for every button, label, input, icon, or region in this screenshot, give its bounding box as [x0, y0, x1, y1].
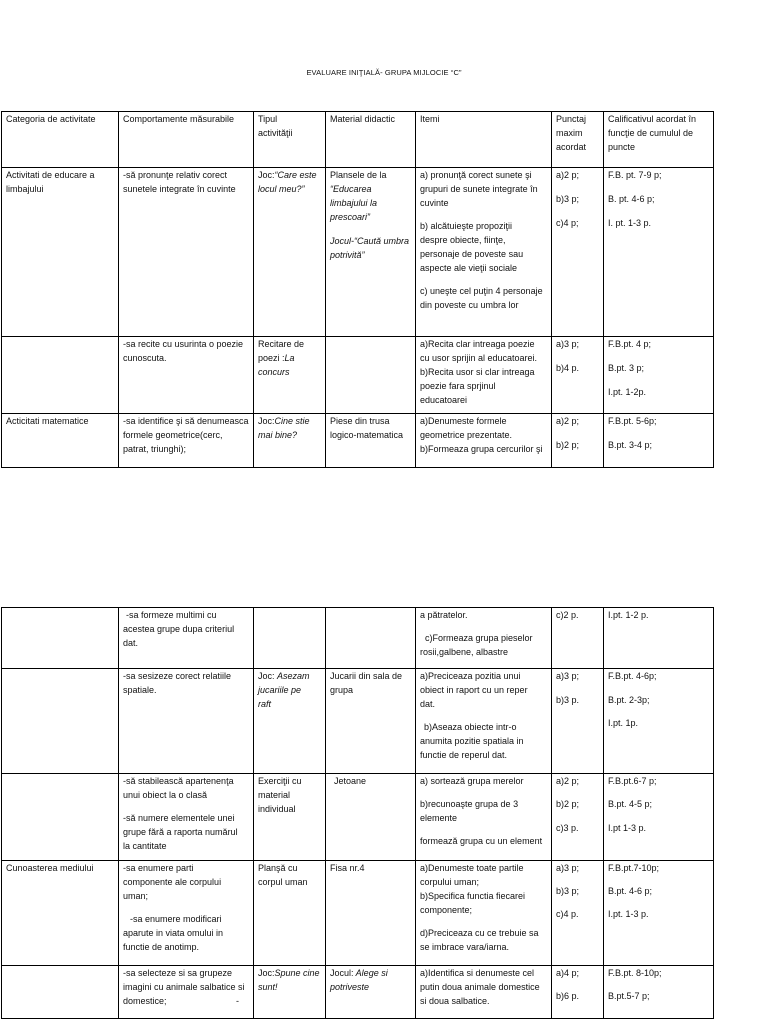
material-label: Fisa nr.4	[330, 863, 365, 873]
grade-text: F.B. pt. 7-9 p;	[608, 170, 662, 180]
activity-cell	[254, 168, 326, 337]
material-cell	[326, 774, 416, 861]
activity-cell	[254, 861, 326, 966]
category-cell	[2, 861, 119, 966]
behavior-cell	[119, 966, 254, 1019]
activity-title: “Care este locul meu?”	[258, 170, 317, 194]
behavior-cell	[119, 861, 254, 966]
category-cell	[2, 966, 119, 1019]
category-cell	[2, 669, 119, 774]
activity-label: Exerciţii cu material individual	[258, 776, 302, 814]
table-row	[2, 774, 714, 861]
item-text: a pătratelor.	[420, 610, 468, 620]
item-text: b)Aseaza obiecte intr-o anumita pozitie spatiala in functie de reperul dat.	[420, 722, 524, 760]
score-text: c)4 p.	[556, 909, 579, 919]
material-label: Jucarii din sala de grupa	[330, 671, 403, 695]
table-row	[2, 337, 714, 414]
score-text: c)4 p;	[556, 218, 579, 228]
item-text: a)Denumeste formele geometrice prezentate.	[420, 416, 513, 440]
behavior-cell	[119, 774, 254, 861]
score-text: b)3 p.	[556, 695, 580, 705]
grade-text: I.pt 1-3 p.	[608, 823, 647, 833]
material-game: Jocul-“Caută umbra potrivită”	[330, 236, 410, 260]
behavior-cell	[119, 337, 254, 414]
grade-cell	[604, 861, 714, 966]
score-cell	[552, 669, 604, 774]
behavior-text: -sa enumere modificari aparute in viata omului in functie de anotimp.	[123, 914, 224, 952]
activity-title: Cine stie mai bine?	[258, 416, 310, 440]
score-cell	[552, 608, 604, 669]
items-cell	[416, 337, 552, 414]
grade-cell	[604, 608, 714, 669]
activity-label: Recitare de poezi :	[258, 339, 305, 363]
behavior-cell	[119, 414, 254, 468]
grade-text: I.pt. 1p.	[608, 718, 639, 728]
score-text: a)3 p;	[556, 339, 580, 349]
score-cell	[552, 774, 604, 861]
material-label: Jocul:	[330, 968, 354, 978]
item-text: b) alcătuieşte propoziţii despre obiecte, fiinţe, personaje de poveste sau aspecte ale vieţii sociale	[420, 221, 524, 273]
header-activity	[254, 112, 326, 168]
category-label: Cunoasterea mediului	[6, 863, 94, 873]
grade-cell	[604, 966, 714, 1019]
score-cell	[552, 966, 604, 1019]
score-text: a)2 p;	[556, 416, 580, 426]
score-text: a)2 p;	[556, 776, 580, 786]
item-text: c) uneşte cel puţin 4 personaje din poveste cu umbra lor	[420, 286, 543, 310]
header-grade	[604, 112, 714, 168]
item-text: a)Denumeste toate partile corpului uman;	[420, 863, 524, 887]
activity-cell	[254, 669, 326, 774]
grade-text: B.pt. 4-5 p;	[608, 799, 653, 809]
behavior-text: -sa enumere parti componente ale corpului uman;	[123, 863, 222, 901]
category-cell	[2, 608, 119, 669]
header-score-label: Punctaj maxim acordat	[556, 114, 587, 152]
header-items	[416, 112, 552, 168]
item-text: d)Preciceaza cu ce trebuie sa se imbrace vara/iarna.	[420, 928, 539, 952]
grade-text: B.pt. 3-4 p;	[608, 440, 653, 450]
header-category	[2, 112, 119, 168]
score-text: a)2 p;	[556, 170, 580, 180]
activity-cell	[254, 608, 326, 669]
score-text: b)4 p.	[556, 363, 580, 373]
material-cell	[326, 669, 416, 774]
score-text: a)3 p;	[556, 863, 580, 873]
grade-text: B. pt. 4-6 p;	[608, 194, 655, 204]
behavior-text: -sa identifice şi să denumeasca formele geometrice(cerc, patrat, triunghi);	[123, 416, 249, 454]
grade-text: B.pt. 4-6 p;	[608, 886, 653, 896]
grade-text: F.B.pt. 4 p;	[608, 339, 652, 349]
category-cell	[2, 414, 119, 468]
activity-title: Spune cine sunt!	[258, 968, 320, 992]
grade-text: B.pt. 2-3p;	[608, 695, 650, 705]
activity-cell	[254, 966, 326, 1019]
document-title: EVALUARE INIŢIALĂ- GRUPA MIJLOCIE “C”	[306, 68, 462, 77]
grade-cell	[604, 774, 714, 861]
header-row	[2, 112, 714, 168]
activity-label: Joc:	[258, 416, 275, 426]
activity-cell	[254, 774, 326, 861]
material-title: “Educarea limbajului la prescoari”	[330, 184, 378, 222]
score-text: c)2 p.	[556, 610, 579, 620]
items-cell	[416, 608, 552, 669]
evaluation-table-part-1	[1, 111, 714, 468]
score-text: b)2 p;	[556, 799, 580, 809]
material-label: Plansele de la	[330, 170, 387, 180]
score-text: a)4 p;	[556, 968, 580, 978]
items-cell	[416, 414, 552, 468]
behavior-cell	[119, 669, 254, 774]
header-score	[552, 112, 604, 168]
header-behaviors	[119, 112, 254, 168]
score-cell	[552, 168, 604, 337]
score-text: a)3 p;	[556, 671, 580, 681]
material-cell	[326, 414, 416, 468]
activity-label: Joc:	[258, 968, 275, 978]
behavior-text: -sa selecteze si sa grupeze imagini cu animale salbatice si domestice;	[123, 968, 245, 1006]
item-text: formează grupa cu un element	[420, 836, 543, 846]
item-text: a) pronunţă corect sunete şi grupuri de sunete integrate în cuvinte	[420, 170, 538, 208]
behavior-cell	[119, 168, 254, 337]
grade-cell	[604, 669, 714, 774]
header-activity-label: Tipul activităţii	[258, 114, 293, 138]
items-cell	[416, 168, 552, 337]
activity-cell	[254, 414, 326, 468]
behavior-cell	[119, 608, 254, 669]
score-text: b)2 p;	[556, 440, 580, 450]
activity-label: Joc:	[258, 671, 278, 681]
item-text: b)Recita usor si clar intreaga poezie fara sprjinul educatoarei	[420, 367, 535, 405]
item-text: a)Recita clar intreaga poezie cu usor sprijin al educatoarei.	[420, 339, 538, 363]
score-text: b)3 p;	[556, 886, 580, 896]
table-row	[2, 414, 714, 468]
score-cell	[552, 337, 604, 414]
material-cell	[326, 168, 416, 337]
grade-text: B.pt.5-7 p;	[608, 991, 650, 1001]
activity-title: La concurs	[258, 353, 295, 377]
grade-text: I.pt. 1-2 p.	[608, 610, 649, 620]
score-cell	[552, 861, 604, 966]
behavior-text: -sa recite cu usurinta o poezie cunoscuta.	[123, 339, 244, 363]
header-items-label: Itemi	[420, 114, 440, 124]
score-text: b)3 p;	[556, 194, 580, 204]
grade-text: I.pt. 1-3 p.	[608, 909, 649, 919]
material-cell	[326, 861, 416, 966]
grade-text: I.pt. 1-2p.	[608, 387, 647, 397]
grade-cell	[604, 168, 714, 337]
category-cell	[2, 774, 119, 861]
header-grade-label: Calificativul acordat în funcţie de cumulul de puncte	[608, 114, 697, 152]
material-cell	[326, 337, 416, 414]
grade-text: F.B.pt.7-10p;	[608, 863, 660, 873]
category-cell	[2, 168, 119, 337]
behavior-text: -sa sesizeze corect relatiile spatiale.	[123, 671, 232, 695]
item-text: b)Formeaza grupa cercurilor şi	[420, 444, 543, 454]
material-title: Alege si potriveste	[330, 968, 388, 992]
evaluation-table-part-2	[1, 607, 714, 1019]
table-row	[2, 861, 714, 966]
activity-label: Planşă cu corpul uman	[258, 863, 308, 887]
material-label: Piese din trusa logico-matematica	[330, 416, 404, 440]
material-label: Jetoane	[334, 776, 367, 786]
header-material-label: Material didactic	[330, 114, 396, 124]
activity-cell	[254, 337, 326, 414]
item-text: a) sortează grupa merelor	[420, 776, 524, 786]
table-row	[2, 168, 714, 337]
table-row	[2, 966, 714, 1019]
item-text: b)Specifica functia fiecarei componente;	[420, 891, 526, 915]
grade-text: F.B.pt. 5-6p;	[608, 416, 657, 426]
header-behaviors-label: Comportamente măsurabile	[123, 114, 235, 124]
behavior-text: -sa formeze multimi cu acestea grupe dupa criteriul dat.	[123, 610, 235, 648]
grade-text: B.pt. 3 p;	[608, 363, 645, 373]
items-cell	[416, 966, 552, 1019]
category-label: Activitati de educare a limbajului	[6, 170, 95, 194]
activity-label: Joc:	[258, 170, 275, 180]
activity-title: Asezam jucariile pe raft	[258, 671, 310, 709]
grade-text: F.B.pt.6-7 p;	[608, 776, 657, 786]
category-cell	[2, 337, 119, 414]
items-cell	[416, 861, 552, 966]
score-text: c)3 p.	[556, 823, 579, 833]
items-cell	[416, 669, 552, 774]
grade-text: I. pt. 1-3 p.	[608, 218, 652, 228]
item-text: a)Identifica si denumeste cel putin doua animale domestice si doua salbatice.	[420, 968, 540, 1006]
header-material	[326, 112, 416, 168]
behavior-text: -să stabilească apartenenţa unui obiect la o clasă	[123, 776, 234, 800]
items-cell	[416, 774, 552, 861]
material-cell	[326, 608, 416, 669]
category-label: Acticitati matematice	[6, 416, 89, 426]
score-text: b)6 p.	[556, 991, 580, 1001]
behavior-text: -să numere elementele unei grupe fără a raporta numărul la cantitate	[123, 813, 238, 851]
table-row	[2, 608, 714, 669]
header-category-label: Categoria de activitate	[6, 114, 96, 124]
score-cell	[552, 414, 604, 468]
trailing-dash: -	[236, 996, 239, 1006]
grade-cell	[604, 337, 714, 414]
item-text: c)Formeaza grupa pieselor rosii,galbene, albastre	[420, 633, 533, 657]
material-cell	[326, 966, 416, 1019]
behavior-text: -să pronunţe relativ corect sunetele integrate în cuvinte	[123, 170, 236, 194]
grade-cell	[604, 414, 714, 468]
table-row	[2, 669, 714, 774]
item-text: b)recunoaşte grupa de 3 elemente	[420, 799, 519, 823]
grade-text: F.B.pt. 4-6p;	[608, 671, 657, 681]
item-text: a)Preciceaza pozitia unui obiect in raport cu un reper dat.	[420, 671, 528, 709]
grade-text: F.B.pt. 8-10p;	[608, 968, 662, 978]
